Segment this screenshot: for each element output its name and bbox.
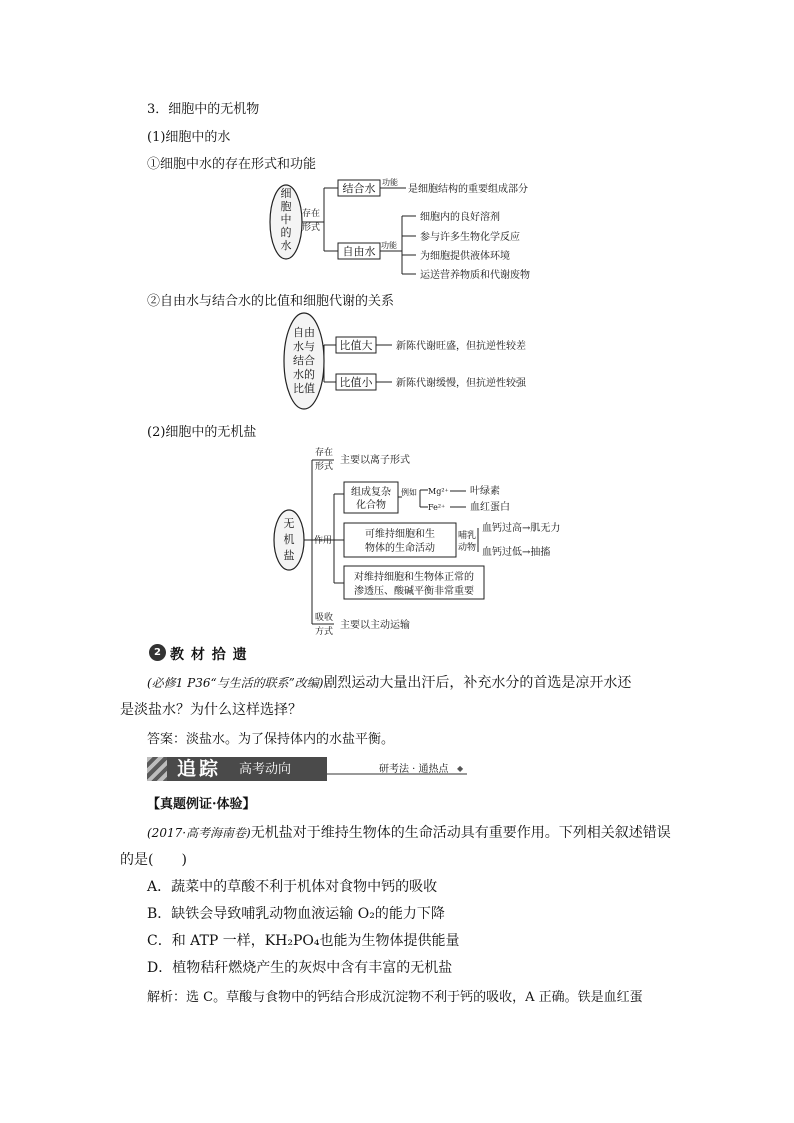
textbook-answer: 答案：淡盐水。为了保持体内的水盐平衡。 (147, 732, 395, 747)
exist-text: 主要以离子形式 (340, 455, 410, 466)
exam-source: (2017·高考海南卷) (147, 826, 251, 840)
oval-char: 自由 (293, 326, 315, 339)
oval-char: 水 (280, 239, 292, 252)
textbook-question-2: 是淡盐水？为什么这样选择？ (120, 702, 302, 718)
oval-char: 水的 (293, 368, 315, 381)
exam-option: B．缺铁会导致哺乳动物血液运输 O₂的能力下降 (147, 906, 445, 922)
bound-water: 结合水 (342, 182, 376, 195)
high-ratio: 比值大 (339, 339, 373, 352)
banner-subtitle: 高考动向 (239, 762, 292, 777)
banner-right: 研考法 · 通热点 (379, 764, 449, 775)
oval-char: 结合 (293, 354, 315, 367)
banner-title: 追踪 (177, 758, 222, 780)
oval-char: 中 (280, 213, 292, 226)
free-func-item: 细胞内的良好溶剂 (420, 212, 500, 223)
role1-text: 化合物 (356, 500, 386, 511)
textbook-icon: 2 (149, 644, 166, 661)
exist-form-label: 形式 (302, 223, 321, 233)
exist-form-label: 存在 (302, 209, 321, 219)
high-ratio-text: 新陈代谢旺盛，但抗逆性较差 (396, 341, 526, 352)
water-heading: (1)细胞中的水 (147, 130, 231, 145)
water-subheading-1: ①细胞中水的存在形式和功能 (147, 157, 317, 172)
role3-text: 对维持细胞和生物体正常的 (354, 572, 474, 583)
exist-label: 形式 (315, 462, 334, 472)
absorb-label: 吸收 (315, 613, 334, 623)
exam-analysis: 解析：选 C。草酸与食物中的钙结合形成沉淀物不利于钙的吸收，A 正确。铁是血红蛋 (147, 990, 643, 1005)
exam-option: D．植物秸秆燃烧产生的灰烬中含有丰富的无机盐 (147, 960, 453, 976)
free-func-label: 功能 (381, 241, 397, 250)
bound-func-label: 功能 (382, 178, 398, 187)
fe-ion: Fe²⁺ (428, 503, 446, 512)
textbook-question-text: 剧烈运动大量出汗后，补充水分的首选是凉开水还 (323, 675, 632, 691)
diamond-icon: ◆ (457, 764, 464, 773)
water-subheading-2: ②自由水与结合水的比值和细胞代谢的关系 (147, 294, 395, 309)
section-heading: 3．细胞中的无机物 (147, 102, 260, 117)
role-label: 作用 (314, 536, 333, 546)
textbook-source: (必修1 P36“与生活的联系”改编) (147, 676, 324, 690)
role2-text: 可维持细胞和生 (365, 529, 435, 540)
exam-stem-1 (147, 822, 671, 842)
mg-result: 叶绿素 (470, 486, 500, 497)
low-ratio-text: 新陈代谢缓慢，但抗逆性较强 (396, 378, 526, 389)
absorb-label: 方式 (315, 627, 334, 637)
ca-low: 血钙过低→抽搐 (482, 547, 551, 558)
role2-text: 物体的生命活动 (365, 543, 435, 554)
oval-char: 胞 (280, 200, 292, 213)
ca-high: 血钙过高→肌无力 (482, 523, 561, 534)
absorb-text: 主要以主动运输 (340, 620, 410, 631)
oval-char: 机 (283, 533, 295, 546)
mg-ion: Mg²⁺ (428, 487, 449, 496)
oval-char: 无 (283, 517, 295, 530)
role1-example: 例如 (401, 488, 417, 497)
role1-text: 组成复杂 (351, 487, 391, 498)
fe-result: 血红蛋白 (470, 502, 510, 513)
oval-char: 水与 (293, 340, 315, 353)
role3-text: 渗透压、酸碱平衡非常重要 (354, 586, 474, 597)
free-func-item: 参与许多生物化学反应 (420, 232, 520, 243)
free-water: 自由水 (342, 245, 376, 258)
exist-label: 存在 (315, 448, 334, 458)
mammal-label: 动物 (458, 543, 477, 553)
salt-heading: (2)细胞中的无机盐 (147, 425, 257, 440)
free-func-item: 为细胞提供液体环境 (420, 251, 510, 262)
free-func-item: 运送营养物质和代谢废物 (420, 270, 530, 281)
bound-func: 是细胞结构的重要组成部分 (408, 184, 528, 195)
exam-option: C．和 ATP 一样，KH₂PO₄也能为生物体提供能量 (147, 933, 460, 949)
section-banner (147, 757, 464, 781)
low-ratio: 比值小 (339, 376, 373, 389)
exam-stem-2: 的是( ) (120, 852, 187, 868)
exam-label: 【真题例证·体验】 (147, 797, 256, 812)
oval-char: 细 (280, 187, 292, 200)
exam-option: A．蔬菜中的草酸不利于机体对食物中钙的吸收 (147, 879, 438, 895)
oval-char: 的 (280, 226, 292, 239)
exam-stem-text: 无机盐对于维持生物体的生命活动具有重要作用。下列相关叙述错误 (250, 825, 671, 841)
textbook-question-1 (147, 672, 631, 692)
mammal-label: 哺乳 (458, 531, 477, 541)
textbook-title: 教 材 拾 遗 (170, 647, 248, 663)
oval-char: 比值 (293, 382, 315, 395)
oval-char: 盐 (283, 549, 295, 562)
